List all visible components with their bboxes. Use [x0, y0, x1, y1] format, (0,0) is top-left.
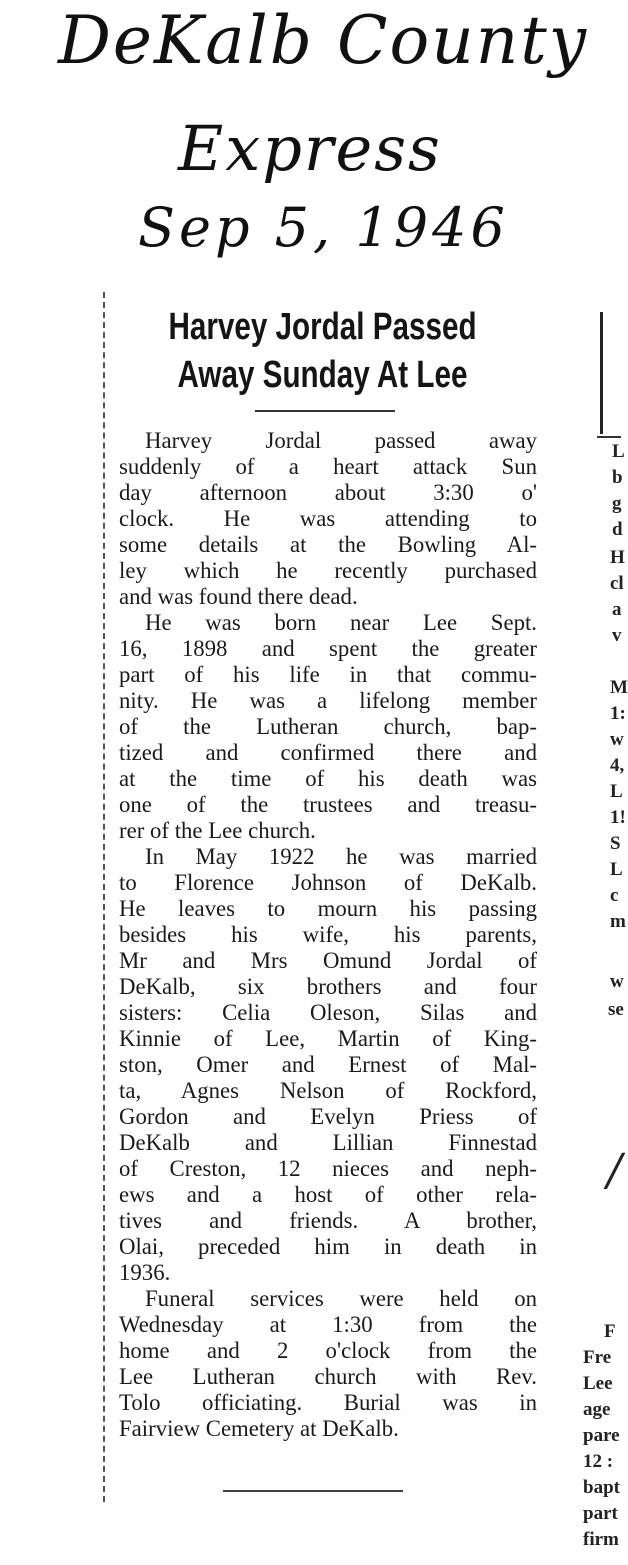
- obituary-line: part of his life in that commu-: [119, 662, 537, 687]
- obituary-line: Harvey Jordal passed away: [145, 428, 537, 453]
- obituary-body: [119, 428, 537, 1442]
- adjacent-column-text: w: [610, 729, 624, 750]
- obituary-line: He leaves to mourn his passing: [119, 896, 537, 921]
- adjacent-column-text: c: [610, 885, 619, 906]
- adjacent-column-text: w: [610, 971, 624, 992]
- obituary-line: clock. He was attending to: [119, 506, 537, 531]
- obituary-line: sisters: Celia Oleson, Silas and: [119, 1000, 537, 1025]
- adjacent-column-text: S: [610, 833, 621, 854]
- obituary-line: Kinnie of Lee, Martin of King-: [119, 1026, 537, 1051]
- obituary-line: DeKalb, six brothers and four: [119, 974, 537, 999]
- adjacent-column-text: part: [583, 1503, 618, 1524]
- obituary-line: Olai, preceded him in death in: [119, 1234, 537, 1259]
- obituary-line: He was born near Lee Sept.: [145, 610, 537, 635]
- obituary-line: tized and confirmed there and: [119, 740, 537, 765]
- adjacent-column-text: cl: [610, 573, 624, 594]
- obituary-line: one of the trustees and treasu-: [119, 792, 537, 817]
- adjacent-column-text: 1:: [610, 703, 626, 724]
- column-rule-horizontal: [597, 436, 621, 438]
- adjacent-column-text: g: [612, 493, 622, 514]
- adjacent-column-text: m: [610, 911, 626, 932]
- end-rule: [223, 1490, 403, 1492]
- handwritten-date: Sep 5, 1946: [138, 196, 509, 259]
- obituary-line: suddenly of a heart attack Sun: [119, 454, 537, 479]
- column-rule: [600, 312, 603, 434]
- obituary-line: Gordon and Evelyn Priess of: [119, 1104, 537, 1129]
- obituary-line: and was found there dead.: [119, 584, 358, 609]
- obituary-line: rer of the Lee church.: [119, 818, 316, 843]
- adjacent-column-text: Fre: [583, 1347, 612, 1368]
- adjacent-column-text: b: [612, 467, 623, 488]
- adjacent-column-text: pare: [583, 1425, 620, 1446]
- obituary-line: ews and a host of other rela-: [119, 1182, 537, 1207]
- adjacent-column-text: a: [612, 599, 622, 620]
- handwritten-newspaper-name-2: Express: [178, 112, 442, 185]
- obituary-line: 16, 1898 and spent the greater: [119, 636, 537, 661]
- adjacent-column-text: bapt: [583, 1477, 620, 1498]
- adjacent-column-text: H: [610, 547, 625, 568]
- obituary-line: ta, Agnes Nelson of Rockford,: [119, 1078, 537, 1103]
- adjacent-column-text: L: [610, 859, 623, 880]
- handwritten-newspaper-name: DeKalb County: [58, 2, 589, 79]
- adjacent-column-text: se: [608, 999, 624, 1020]
- obituary-line: to Florence Johnson of DeKalb.: [119, 870, 537, 895]
- obituary-line: Wednesday at 1:30 from the: [119, 1312, 537, 1337]
- obituary-line: DeKalb and Lillian Finnestad: [119, 1130, 537, 1155]
- obituary-line: Funeral services were held on: [145, 1286, 537, 1311]
- headline-line-1: Harvey Jordal Passed: [168, 306, 477, 348]
- adjacent-column-text: d: [612, 519, 623, 540]
- headline-line-2: Away Sunday At Lee: [177, 354, 468, 396]
- obituary-line: tives and friends. A brother,: [119, 1208, 537, 1233]
- obituary-line: Mr and Mrs Omund Jordal of: [119, 948, 537, 973]
- obituary-line: Fairview Cemetery at DeKalb.: [119, 1416, 399, 1441]
- obituary-line: Tolo officiating. Burial was in: [119, 1390, 537, 1415]
- obituary-line: at the time of his death was: [119, 766, 537, 791]
- adjacent-column-text: L: [610, 781, 623, 802]
- obituary-line: besides his wife, his parents,: [119, 922, 537, 947]
- obituary-line: some details at the Bowling Al-: [119, 532, 537, 557]
- obituary-line: 1936.: [119, 1260, 171, 1285]
- obituary-line: Lee Lutheran church with Rev.: [119, 1364, 537, 1389]
- obituary-line: of Creston, 12 nieces and neph-: [119, 1156, 537, 1181]
- adjacent-column-text: 4,: [610, 755, 625, 776]
- adjacent-column-text: F: [604, 1321, 616, 1342]
- obituary-line: nity. He was a lifelong member: [119, 688, 537, 713]
- obituary-line: ston, Omer and Ernest of Mal-: [119, 1052, 537, 1077]
- obituary-line: home and 2 o'clock from the: [119, 1338, 537, 1363]
- adjacent-column-text: 12 :: [583, 1451, 614, 1472]
- handwritten-mark: /: [607, 1145, 622, 1196]
- adjacent-column-text: firm: [583, 1529, 619, 1550]
- headline-rule: [255, 410, 395, 412]
- adjacent-column-text: age: [583, 1399, 611, 1420]
- adjacent-column-text: L: [612, 441, 625, 462]
- adjacent-column-text: 1!: [610, 807, 626, 828]
- adjacent-column-text: M: [610, 677, 628, 698]
- obituary-line: In May 1922 he was married: [145, 844, 537, 869]
- obituary-line: of the Lutheran church, bap-: [119, 714, 537, 739]
- adjacent-column-text: Lee: [583, 1373, 613, 1394]
- obituary-line: day afternoon about 3:30 o': [119, 480, 537, 505]
- obituary-clipping: [103, 292, 540, 1502]
- adjacent-column-text: v: [612, 625, 622, 646]
- obituary-line: ley which he recently purchased: [119, 558, 537, 583]
